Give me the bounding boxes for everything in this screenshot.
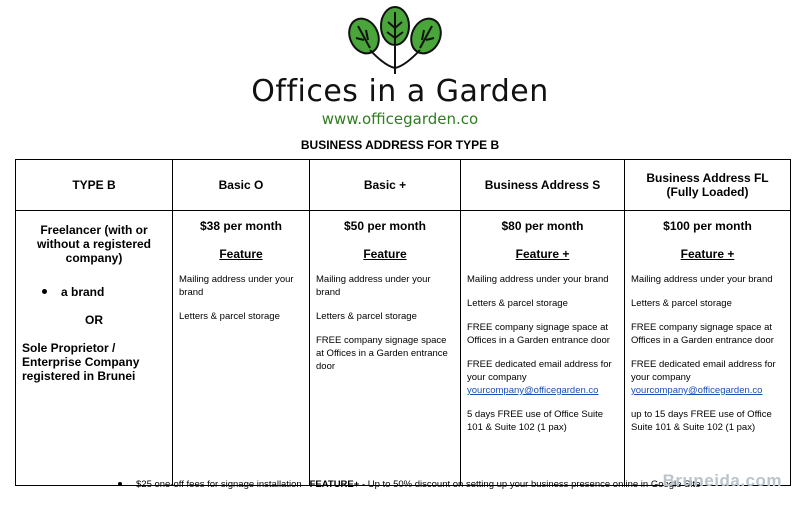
feature-item: FREE dedicated email address for your company yourcompany@officegarden.co (631, 359, 776, 396)
sole-proprietor-label: Sole Proprietor / Enterprise Company registered in Brunei (22, 341, 140, 383)
column-header: Basic + (310, 160, 461, 211)
plan-price: $100 per month (663, 219, 752, 233)
column-header: Basic O (173, 160, 310, 211)
feature-plus-label: FEATURE+ (309, 479, 360, 490)
email-link[interactable]: yourcompany@officegarden.co (631, 385, 763, 396)
discount-text: - Up to 50% discount on setting up your business presence online in Google Site (361, 479, 701, 490)
feature-heading: Feature (363, 247, 407, 261)
feature-heading: Feature + (680, 247, 735, 261)
feature-item: FREE dedicated email address for your company yourcompany@officegarden.co (467, 359, 612, 396)
feature-item: Letters & parcel storage (179, 311, 280, 322)
feature-item: FREE company signage space at Offices in a Garden entrance door (631, 322, 774, 346)
plan-cell-basic-plus (310, 211, 461, 486)
watermark: Bruneida.com (662, 471, 782, 490)
plan-cell-business-address-fl (625, 211, 791, 486)
table-header-row (16, 160, 791, 211)
pricing-table (15, 159, 791, 486)
bullet-icon (118, 482, 122, 486)
feature-item: Mailing address under your brand (631, 274, 773, 285)
plan-cell-business-address-s (461, 211, 625, 486)
website-url[interactable]: www.officegarden.co (321, 110, 479, 128)
feature-item: Mailing address under your brand (467, 274, 609, 285)
plan-price: $80 per month (501, 219, 584, 233)
feature-item: FREE company signage space at Offices in a Garden entrance door (467, 322, 610, 346)
brand-name: Offices in a Garden (251, 74, 549, 109)
plan-price: $38 per month (199, 219, 283, 233)
feature-item: 5 days FREE use of Office Suite 101 & Suite 102 (1 pax) (467, 409, 604, 433)
feature-item: Letters & parcel storage (316, 311, 417, 322)
or-label: OR (85, 313, 103, 327)
type-b-cell (16, 211, 173, 486)
freelancer-label: Freelancer (with or without a registered company) (36, 223, 152, 265)
column-header: Business Address FL (Fully Loaded) (625, 160, 791, 211)
plan-cell-basic-o (173, 211, 310, 486)
three-leaf-logo-icon (340, 6, 450, 78)
column-header: TYPE B (16, 160, 173, 211)
page-title: BUSINESS ADDRESS FOR TYPE B (300, 138, 500, 152)
email-link[interactable]: yourcompany@officegarden.co (467, 385, 599, 396)
table-body-row (16, 211, 791, 486)
feature-heading: Feature (219, 247, 263, 261)
brand-bullet-item: a brand (22, 285, 166, 299)
feature-item: up to 15 days FREE use of Office Suite 101 & Suite 102 (1 pax) (631, 409, 772, 433)
feature-item: Letters & parcel storage (631, 298, 732, 309)
signage-fee-text: $25 one-off fees for signage installation (136, 479, 302, 490)
column-header: Business Address S (461, 160, 625, 211)
feature-item: Mailing address under your brand (316, 274, 431, 298)
feature-heading: Feature + (515, 247, 570, 261)
feature-item: Letters & parcel storage (467, 298, 568, 309)
footer-note (118, 479, 700, 490)
feature-item: FREE company signage space at Offices in a Garden entrance door (316, 335, 448, 372)
feature-item: Mailing address under your brand (179, 274, 294, 298)
plan-price: $50 per month (343, 219, 427, 233)
